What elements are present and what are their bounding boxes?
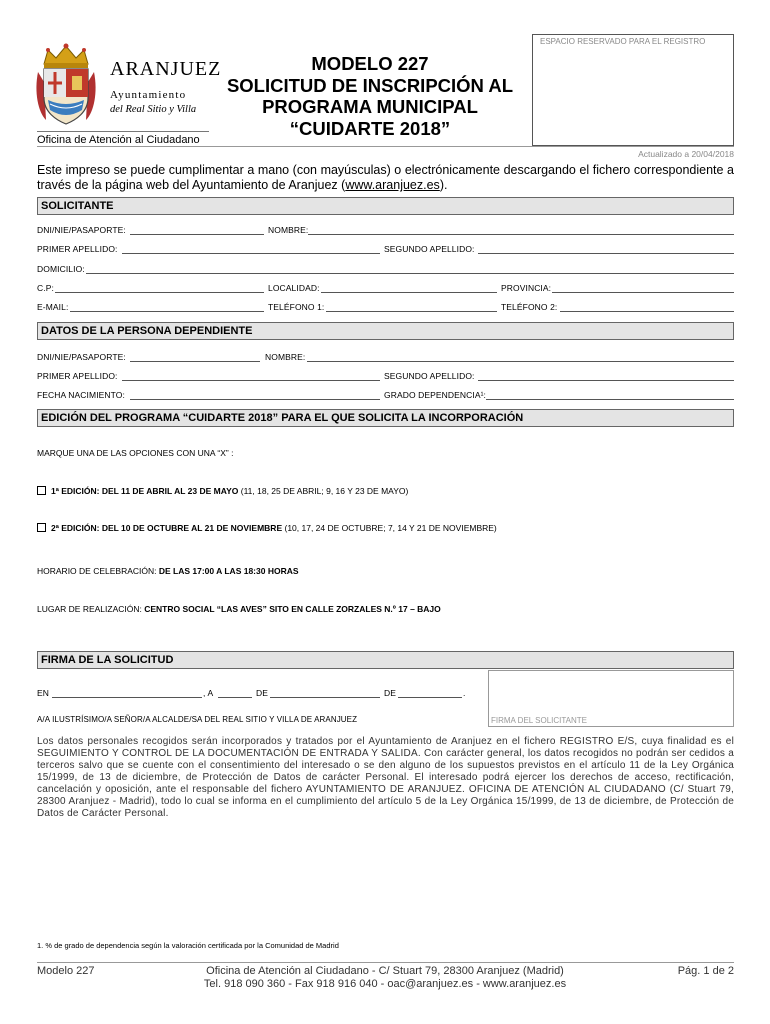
horario bbox=[37, 566, 299, 576]
legal-notice: Los datos personales recogidos serán incorporados y tratados por el Ayuntamiento de Aranjuez en el fichero REGISTRO E/S, cuya finalidad es el SEGUIMIENTO Y CONTROL DE LA DOCUMENTACIÓN DE ENTRADA Y SALIDA. Con carácter general, los datos recogidos no podrán ser cedidos a terceros salvo que se cuente con el consentimiento del interesado o se den alguno de los supuestos previstos en el artículo 11 de la Ley Orgánica 15/1999, de 13 de diciembre, de Protección de Datos de carácter Personal. El interesado podrá ejercer los derechos de acceso, rectificación, cancelación y oposición, ante el responsable del fichero AYUNTAMIENTO DE ARANJUEZ. OFICINA DE ATENCIÓN AL CIUDADANO (C/ Stuart 79, 28300 Aranjuez - Madrid), todo lo cual se informa en el cumplimiento del artículo 5 de la Ley Orgánica 15/1999, de 13 de diciembre, de Protección de Datos de Carácter Personal. bbox=[37, 736, 734, 819]
dni-label: DNI/NIE/PASAPORTE: bbox=[37, 225, 126, 235]
firma-a-label: , A bbox=[203, 688, 214, 698]
domicilio-label: DOMICILIO: bbox=[37, 264, 85, 274]
title-line: MODELO 227 bbox=[311, 53, 429, 74]
instruction: MARQUE UNA DE LAS OPCIONES CON UNA “X” : bbox=[37, 448, 234, 458]
lugar-value: CENTRO SOCIAL “LAS AVES” SITO EN CALLE ZORZALES N.º 17 – BAJO bbox=[144, 604, 441, 614]
dep-dni-label: DNI/NIE/PASAPORTE: bbox=[37, 352, 126, 362]
divider bbox=[37, 146, 734, 147]
apellido2-label: SEGUNDO APELLIDO: bbox=[384, 244, 475, 254]
dep-apellido2-label: SEGUNDO APELLIDO: bbox=[384, 371, 475, 381]
website-link[interactable]: www.aranjuez.es bbox=[345, 178, 440, 192]
nombre-field[interactable] bbox=[308, 225, 734, 235]
title-line: PROGRAMA MUNICIPAL bbox=[262, 96, 478, 117]
office-name: Oficina de Atención al Ciudadano bbox=[37, 134, 200, 146]
email-field[interactable] bbox=[70, 302, 264, 312]
registry-box bbox=[532, 34, 734, 146]
section-header-dependiente: DATOS DE LA PERSONA DEPENDIENTE bbox=[37, 322, 734, 340]
apellido1-field[interactable] bbox=[122, 244, 380, 254]
intro-body: Este impreso se puede cumplimentar a mano (con mayúsculas) o electrónicamente descargando el fichero correspondiente a través de la página web del Ayuntamiento de Aranjuez ( bbox=[37, 163, 734, 192]
document-title bbox=[212, 53, 528, 139]
option-1 bbox=[37, 486, 408, 496]
cp-label: C.P: bbox=[37, 283, 54, 293]
telefono2-field[interactable] bbox=[560, 302, 734, 312]
localidad-label: LOCALIDAD: bbox=[268, 283, 320, 293]
option-1-title: 1ª EDICIÓN: DEL 11 DE ABRIL AL 23 DE MAYO bbox=[51, 486, 239, 496]
dni-field[interactable] bbox=[130, 225, 264, 235]
brand-subtitle: Ayuntamiento bbox=[110, 89, 187, 101]
provincia-label: PROVINCIA: bbox=[501, 283, 552, 293]
footer-phones: Tel. 918 090 360 - Fax 918 916 040 - oac@aranjuez.es - www.aranjuez.es bbox=[203, 978, 567, 990]
title-line: “CUIDARTE 2018” bbox=[289, 117, 451, 139]
firma-lugar-field[interactable] bbox=[52, 688, 202, 698]
fecha-nacimiento-field[interactable] bbox=[130, 390, 380, 400]
firma-de-label: DE bbox=[256, 688, 269, 698]
firma-anio-field[interactable] bbox=[398, 688, 462, 698]
domicilio-field[interactable] bbox=[86, 264, 734, 274]
grado-dependencia-field[interactable] bbox=[486, 390, 734, 400]
firma-dia-field[interactable] bbox=[218, 688, 252, 698]
telefono1-label: TELÉFONO 1: bbox=[268, 302, 325, 312]
horario-label: HORARIO DE CELEBRACIÓN: bbox=[37, 566, 159, 576]
firma-de2-label: DE bbox=[384, 688, 397, 698]
brand-subtitle-2: del Real Sitio y Villa bbox=[110, 104, 197, 115]
footnote: 1. % de grado de dependencia según la valoración certificada por la Comunidad de Madrid bbox=[37, 941, 339, 950]
footer-address: Oficina de Atención al Ciudadano - C/ Stuart 79, 28300 Aranjuez (Madrid) bbox=[206, 965, 564, 977]
registry-label: ESPACIO RESERVADO PARA EL REGISTRO bbox=[540, 37, 706, 46]
divider bbox=[37, 962, 734, 963]
telefono2-label: TELÉFONO 2: bbox=[501, 302, 558, 312]
dep-nombre-field[interactable] bbox=[307, 352, 734, 362]
option-1-dates: (11, 18, 25 DE ABRIL; 9, 16 Y 23 DE MAYO) bbox=[238, 486, 409, 496]
horario-value: DE LAS 17:00 A LAS 18:30 HORAS bbox=[158, 566, 299, 576]
fecha-nacimiento-label: FECHA NACIMIENTO: bbox=[37, 390, 125, 400]
intro-text bbox=[37, 163, 734, 193]
cp-field[interactable] bbox=[55, 283, 264, 293]
coat-of-arms-logo bbox=[34, 42, 98, 126]
option-2 bbox=[37, 523, 497, 533]
footer-contact bbox=[150, 965, 620, 991]
dep-apellido2-field[interactable] bbox=[478, 371, 734, 381]
dep-dni-field[interactable] bbox=[130, 352, 260, 362]
dep-apellido1-label: PRIMER APELLIDO: bbox=[37, 371, 118, 381]
firma-en-label: EN bbox=[37, 688, 50, 698]
page-number: Pág. 1 de 2 bbox=[677, 965, 734, 977]
nombre-label: NOMBRE: bbox=[268, 225, 309, 235]
section-header-firma: FIRMA DE LA SOLICITUD bbox=[37, 651, 734, 669]
telefono1-field[interactable] bbox=[326, 302, 497, 312]
intro-end: ). bbox=[439, 178, 448, 192]
divider bbox=[37, 131, 209, 132]
localidad-field[interactable] bbox=[321, 283, 497, 293]
lugar bbox=[37, 604, 441, 614]
firma-mes-field[interactable] bbox=[270, 688, 380, 698]
option-2-dates: (10, 17, 24 DE OCTUBRE; 7, 14 Y 21 DE NOVIEMBRE) bbox=[282, 523, 497, 533]
lugar-label: LUGAR DE REALIZACIÓN: bbox=[37, 604, 145, 614]
provincia-field[interactable] bbox=[552, 283, 734, 293]
dep-nombre-label: NOMBRE: bbox=[265, 352, 306, 362]
footer-model: Modelo 227 bbox=[37, 965, 95, 977]
option-1-checkbox[interactable] bbox=[37, 486, 46, 495]
updated-date: Actualizado a 20/04/2018 bbox=[638, 149, 734, 159]
title-line: SOLICITUD DE INSCRIPCIÓN AL bbox=[226, 74, 514, 96]
signature-label: FIRMA DEL SOLICITANTE bbox=[491, 716, 588, 725]
option-2-checkbox[interactable] bbox=[37, 523, 46, 532]
section-header-solicitante: SOLICITANTE bbox=[37, 197, 734, 215]
email-label: E-MAIL: bbox=[37, 302, 69, 312]
dep-apellido1-field[interactable] bbox=[122, 371, 380, 381]
addressee: A/A ILUSTRÍSIMO/A SEÑOR/A ALCALDE/SA DEL REAL SITIO Y VILLA DE ARANJUEZ bbox=[37, 715, 358, 724]
section-header-edicion: EDICIÓN DEL PROGRAMA “CUIDARTE 2018” PARA EL QUE SOLICITA LA INCORPORACIÓN bbox=[37, 409, 734, 427]
grado-dependencia-label: GRADO DEPENDENCIA¹: bbox=[384, 390, 487, 400]
apellido2-field[interactable] bbox=[478, 244, 734, 254]
option-2-title: 2ª EDICIÓN: DEL 10 DE OCTUBRE AL 21 DE NOVIEMBRE bbox=[51, 523, 283, 533]
brand-name: ARANJUEZ bbox=[110, 58, 222, 80]
firma-end: . bbox=[463, 688, 466, 698]
apellido1-label: PRIMER APELLIDO: bbox=[37, 244, 118, 254]
